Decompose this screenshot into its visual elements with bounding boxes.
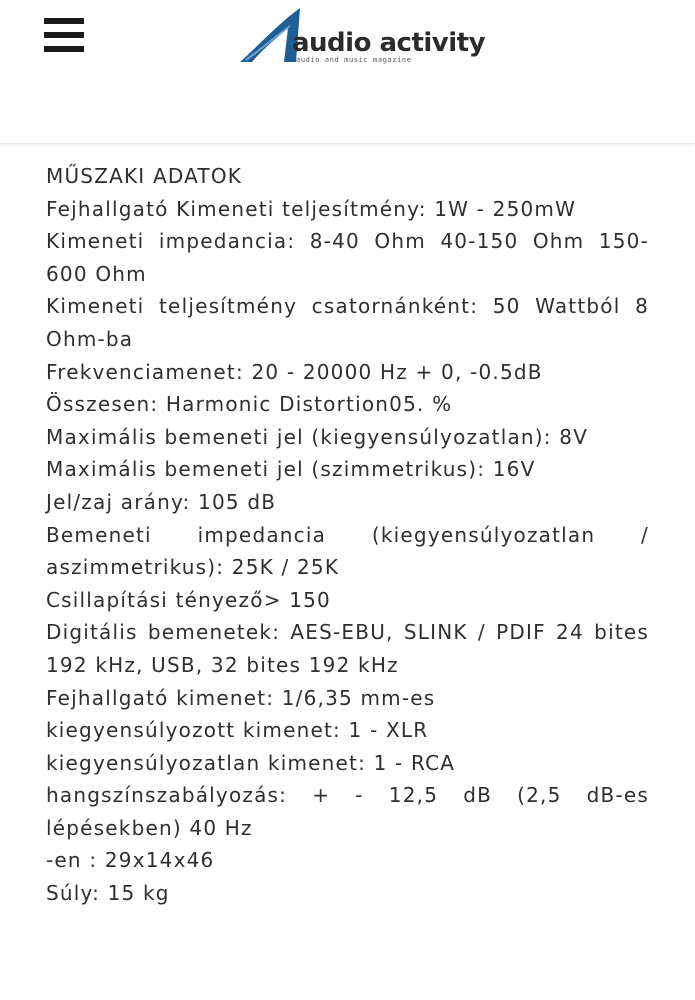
spec-line: Maximális bemeneti jel (szimmetrikus): 16V: [46, 457, 536, 482]
logo-tagline: audio and music magazine: [296, 56, 412, 64]
spec-line: Kimeneti impedancia: 8-40 Ohm 40-150 Ohm 150-600 Ohm: [46, 229, 649, 286]
spec-line: Kimeneti teljesítmény csatornánként: 50 Wattból 8 Ohm-ba: [46, 294, 649, 351]
hamburger-menu-button[interactable]: [44, 18, 86, 56]
spec-line: -en : 29x14x46: [46, 848, 215, 873]
spec-line: Digitális bemenetek: AES-EBU, SLINK / PDIF 24 bites 192 kHz, USB, 32 bites 192 kHz: [46, 620, 649, 677]
spec-line: Frekvenciamenet: 20 - 20000 Hz + 0, -0.5dB: [46, 359, 543, 384]
spec-line: Csillapítási tényező> 150: [46, 587, 331, 612]
spec-line: Fejhallgató kimenet: 1/6,35 mm-es: [46, 685, 436, 710]
spec-line: Maximális bemeneti jel (kiegyensúlyozatlan): 8V: [46, 424, 589, 449]
menu-bar-bottom: [44, 46, 84, 52]
spec-line: kiegyensúlyozatlan kimenet: 1 - RCA: [46, 750, 456, 775]
site-header: [0, 0, 695, 144]
logo-text: audio activity: [292, 28, 486, 58]
specs-heading: MŰSZAKI ADATOK: [46, 164, 243, 188]
spec-line: hangszínszabályozás: + - 12,5 dB (2,5 dB-es lépésekben) 40 Hz: [46, 783, 649, 840]
menu-bar-top: [44, 18, 84, 24]
spec-line: Bemeneti impedancia (kiegyensúlyozatlan / aszimmetrikus): 25K / 25K: [46, 522, 649, 580]
spec-line: Fejhallgató Kimeneti teljesítmény: 1W - 250mW: [46, 196, 577, 221]
article-body: [46, 160, 649, 910]
site-logo[interactable]: [238, 6, 486, 68]
spec-line: Összesen: Harmonic Distortion05. %: [46, 392, 453, 417]
menu-bar-middle: [44, 32, 84, 38]
spec-line: kiegyensúlyozott kimenet: 1 - XLR: [46, 718, 429, 743]
spec-line: Jel/zaj arány: 105 dB: [46, 489, 277, 514]
spec-line: Súly: 15 kg: [46, 881, 170, 906]
